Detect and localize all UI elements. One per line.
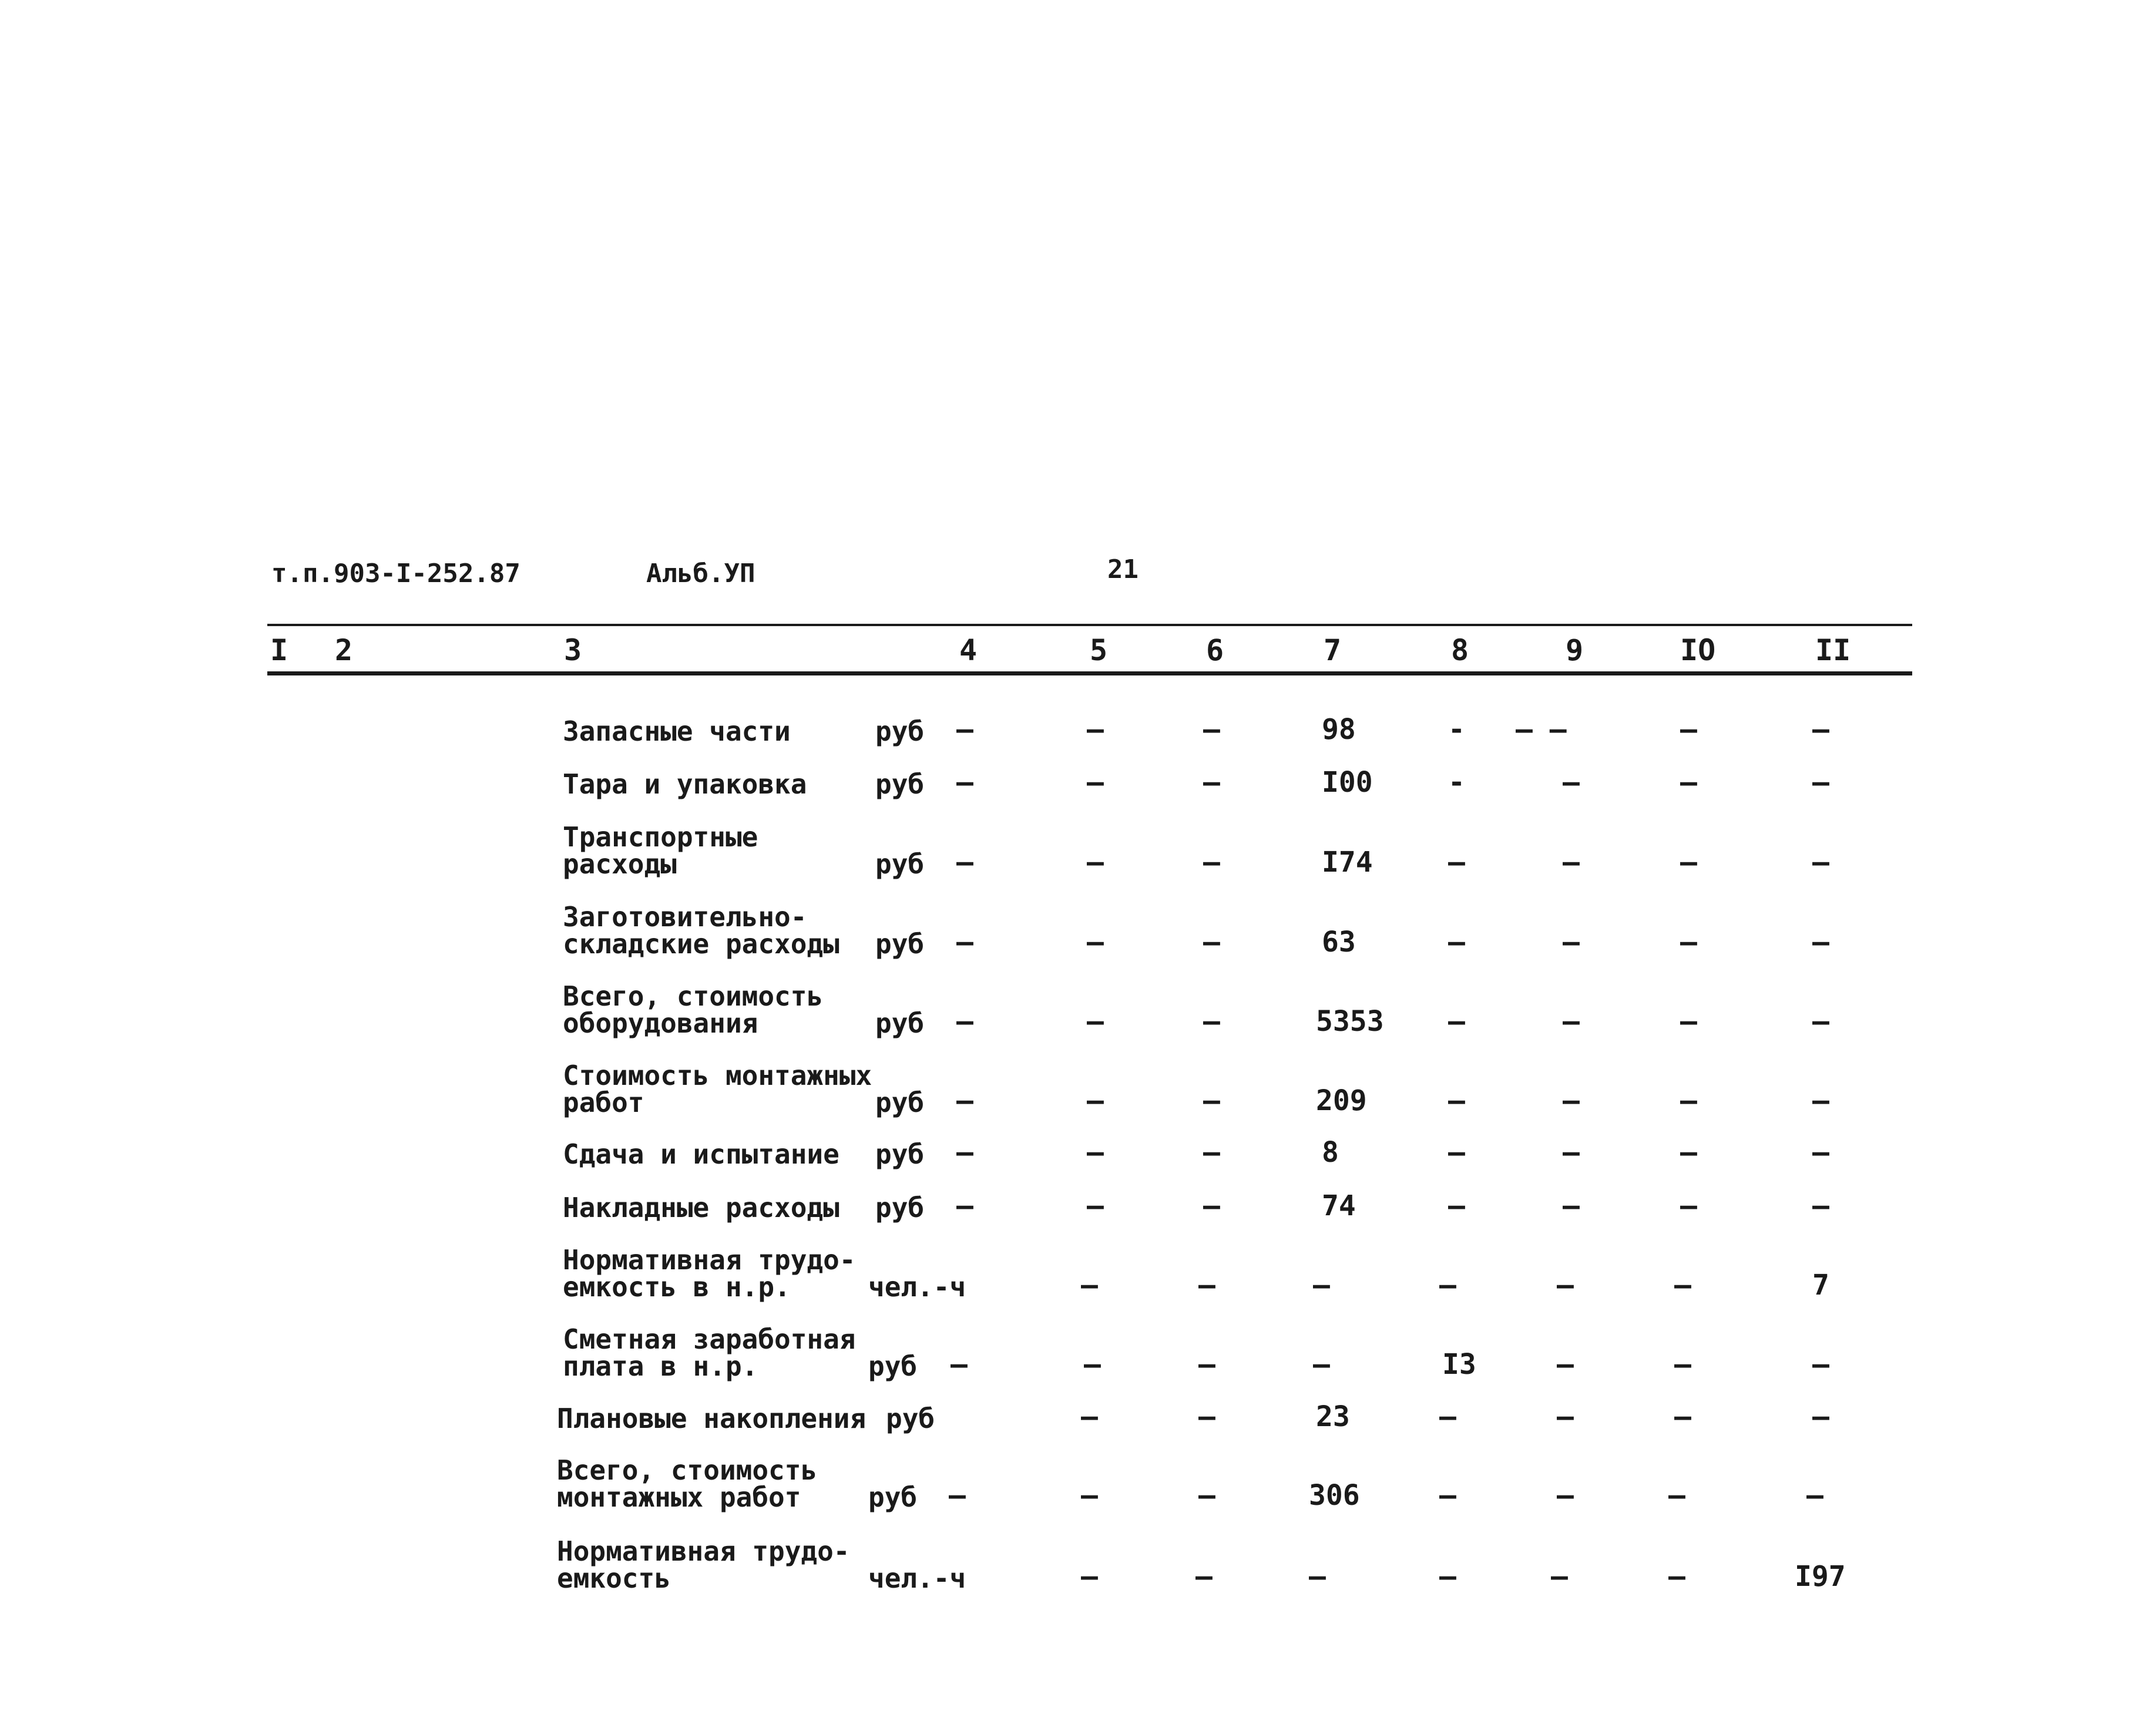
cell-col5: – — [1081, 1400, 1098, 1433]
cell-col6: – — [1203, 846, 1220, 879]
cell-col8: – — [1448, 1005, 1465, 1038]
column-header-3: 3 — [564, 633, 582, 667]
cell-col6: – — [1198, 1348, 1215, 1381]
page-number: 21 — [1107, 554, 1139, 584]
cell-col6: – — [1198, 1269, 1215, 1302]
cell-col4: – — [956, 1005, 973, 1038]
row-label: Сметная заработная плата в н.р. — [563, 1323, 856, 1382]
cell-col9: – — [1563, 1084, 1580, 1117]
cell-col7: – — [1313, 1269, 1330, 1302]
cell-col7: I00 — [1322, 766, 1373, 799]
row-label: Транспортные расходы — [563, 821, 758, 880]
cell-col4: – — [951, 1348, 968, 1381]
column-header-6: 6 — [1206, 633, 1224, 667]
row-unit: чел.-ч — [868, 1271, 966, 1303]
cell-col4: – — [956, 846, 973, 879]
column-header-5: 5 — [1090, 633, 1108, 667]
cell-col9: – — [1557, 1348, 1574, 1381]
cell-col6: – — [1195, 1560, 1213, 1593]
cell-col10: – — [1674, 1269, 1691, 1302]
cell-col6: – — [1203, 766, 1220, 799]
album-number: Альб.УП — [646, 559, 755, 589]
cell-col11: – — [1812, 1084, 1829, 1117]
cell-col8: I3 — [1442, 1348, 1476, 1381]
cell-col5: – — [1081, 1269, 1098, 1302]
row-unit: руб — [886, 1403, 935, 1434]
row-label: Накладные расходы — [563, 1192, 839, 1223]
cell-col11: – — [1812, 926, 1829, 959]
table-header-bottom-rule — [267, 671, 1912, 675]
table-top-rule — [267, 624, 1912, 626]
column-header-2: 2 — [335, 633, 353, 667]
cell-col9: – — [1557, 1479, 1574, 1512]
cell-col6: – — [1203, 713, 1220, 746]
column-header-11: II — [1815, 633, 1851, 667]
cell-col9: – — [1563, 1005, 1580, 1038]
row-unit: руб — [875, 1138, 925, 1170]
cell-col4: – — [949, 1479, 966, 1512]
cell-col11: – — [1812, 713, 1829, 746]
column-header-8: 8 — [1451, 633, 1469, 667]
cell-col5: – — [1087, 1005, 1104, 1038]
row-label: Плановые накопления — [557, 1403, 867, 1434]
cell-col10: – — [1680, 846, 1697, 879]
row-label: Запасные части — [563, 715, 791, 747]
row-label: Нормативная трудо- емкость — [557, 1535, 850, 1594]
cell-col7: 74 — [1322, 1189, 1356, 1222]
cell-col7: – — [1313, 1348, 1330, 1381]
row-label: Всего, стоимость оборудования — [563, 980, 824, 1039]
cell-col6: – — [1203, 926, 1220, 959]
cell-col11: – — [1812, 1136, 1829, 1169]
cell-col9: – — [1557, 1400, 1574, 1433]
cell-col8: – — [1448, 1084, 1465, 1117]
cell-col4: – — [956, 1189, 973, 1222]
row-unit: руб — [875, 768, 925, 800]
cell-col9: – — [1563, 1136, 1580, 1169]
cell-col4: – — [956, 1084, 973, 1117]
cell-col6: – — [1198, 1400, 1215, 1433]
cell-col11: 7 — [1812, 1269, 1829, 1302]
cell-col9: – — [1563, 766, 1580, 799]
cell-col4: – — [956, 713, 973, 746]
cell-col8: - — [1448, 713, 1465, 746]
cell-col9: – – — [1516, 713, 1567, 746]
column-header-7: 7 — [1324, 633, 1342, 667]
row-unit: руб — [875, 1087, 925, 1118]
cell-col4: – — [956, 1136, 973, 1169]
column-header-1: I — [270, 633, 288, 667]
cell-col6: – — [1203, 1136, 1220, 1169]
cell-col8: - — [1448, 766, 1465, 799]
cell-col10: – — [1680, 1136, 1697, 1169]
document-number: т.п.903-I-252.87 — [271, 559, 520, 589]
row-unit: руб — [875, 715, 925, 747]
cell-col10: – — [1668, 1479, 1685, 1512]
cell-col5: – — [1087, 1084, 1104, 1117]
cell-col7: 98 — [1322, 713, 1356, 746]
cell-col11: – — [1806, 1479, 1823, 1512]
cell-col8: – — [1439, 1560, 1456, 1593]
row-unit: руб — [868, 1481, 918, 1513]
cell-col10: – — [1680, 766, 1697, 799]
cell-col11: I97 — [1795, 1560, 1846, 1593]
cell-col10: – — [1674, 1348, 1691, 1381]
cell-col7: 8 — [1322, 1136, 1339, 1169]
cell-col10: – — [1680, 713, 1697, 746]
cell-col5: – — [1087, 1136, 1104, 1169]
cell-col11: – — [1812, 1189, 1829, 1222]
cell-col11: – — [1812, 846, 1829, 879]
cell-col6: – — [1198, 1479, 1215, 1512]
cell-col5: – — [1084, 1348, 1101, 1381]
cell-col8: – — [1439, 1479, 1456, 1512]
cell-col8: – — [1439, 1269, 1456, 1302]
cell-col11: – — [1812, 1005, 1829, 1038]
cell-col7: 23 — [1316, 1400, 1350, 1433]
cell-col9: – — [1557, 1269, 1574, 1302]
cell-col8: – — [1439, 1400, 1456, 1433]
row-label: Всего, стоимость монтажных работ — [557, 1454, 818, 1513]
cell-col8: – — [1448, 1189, 1465, 1222]
row-label: Сдача и испытание — [563, 1138, 839, 1170]
cell-col4: – — [956, 766, 973, 799]
column-header-10: IO — [1680, 633, 1716, 667]
row-label: Нормативная трудо- емкость в н.р. — [563, 1244, 856, 1303]
column-header-4: 4 — [959, 633, 978, 667]
cell-col5: – — [1087, 1189, 1104, 1222]
row-unit: руб — [875, 928, 925, 960]
row-label: Стоимость монтажных работ — [563, 1060, 872, 1118]
row-label: Заготовительно- складские расходы — [563, 901, 839, 960]
cell-col7: 306 — [1309, 1479, 1360, 1512]
cell-col6: – — [1203, 1084, 1220, 1117]
cell-col7: 209 — [1316, 1084, 1367, 1117]
cell-col9: – — [1563, 846, 1580, 879]
cell-col10: – — [1668, 1560, 1685, 1593]
cell-col5: – — [1081, 1560, 1098, 1593]
cell-col7: 5353 — [1316, 1005, 1384, 1038]
cell-col9: – — [1563, 1189, 1580, 1222]
cell-col10: – — [1680, 926, 1697, 959]
cell-col5: – — [1087, 926, 1104, 959]
cell-col7: 63 — [1322, 926, 1356, 959]
cell-col8: – — [1448, 1136, 1465, 1169]
cell-col11: – — [1812, 1400, 1829, 1433]
cell-col8: – — [1448, 846, 1465, 879]
cell-col5: – — [1087, 766, 1104, 799]
cell-col5: – — [1081, 1479, 1098, 1512]
cell-col5: – — [1087, 846, 1104, 879]
cell-col5: – — [1087, 713, 1104, 746]
row-unit: руб — [875, 1192, 925, 1223]
cell-col9: – — [1551, 1560, 1568, 1593]
cell-col10: – — [1680, 1189, 1697, 1222]
cell-col9: – — [1563, 926, 1580, 959]
cell-col11: – — [1812, 1348, 1829, 1381]
cell-col10: – — [1674, 1400, 1691, 1433]
row-unit: руб — [875, 1007, 925, 1039]
row-label: Тара и упаковка — [563, 768, 807, 800]
row-unit: руб — [868, 1350, 918, 1382]
row-unit: руб — [875, 848, 925, 880]
cell-col10: – — [1680, 1084, 1697, 1117]
cell-col6: – — [1203, 1005, 1220, 1038]
cell-col6: – — [1203, 1189, 1220, 1222]
cell-col4: – — [956, 926, 973, 959]
column-header-9: 9 — [1566, 633, 1584, 667]
cell-col10: – — [1680, 1005, 1697, 1038]
cell-col7: I74 — [1322, 846, 1373, 879]
cell-col8: – — [1448, 926, 1465, 959]
cell-col7: – — [1309, 1560, 1326, 1593]
cell-col11: – — [1812, 766, 1829, 799]
row-unit: чел.-ч — [868, 1562, 966, 1594]
